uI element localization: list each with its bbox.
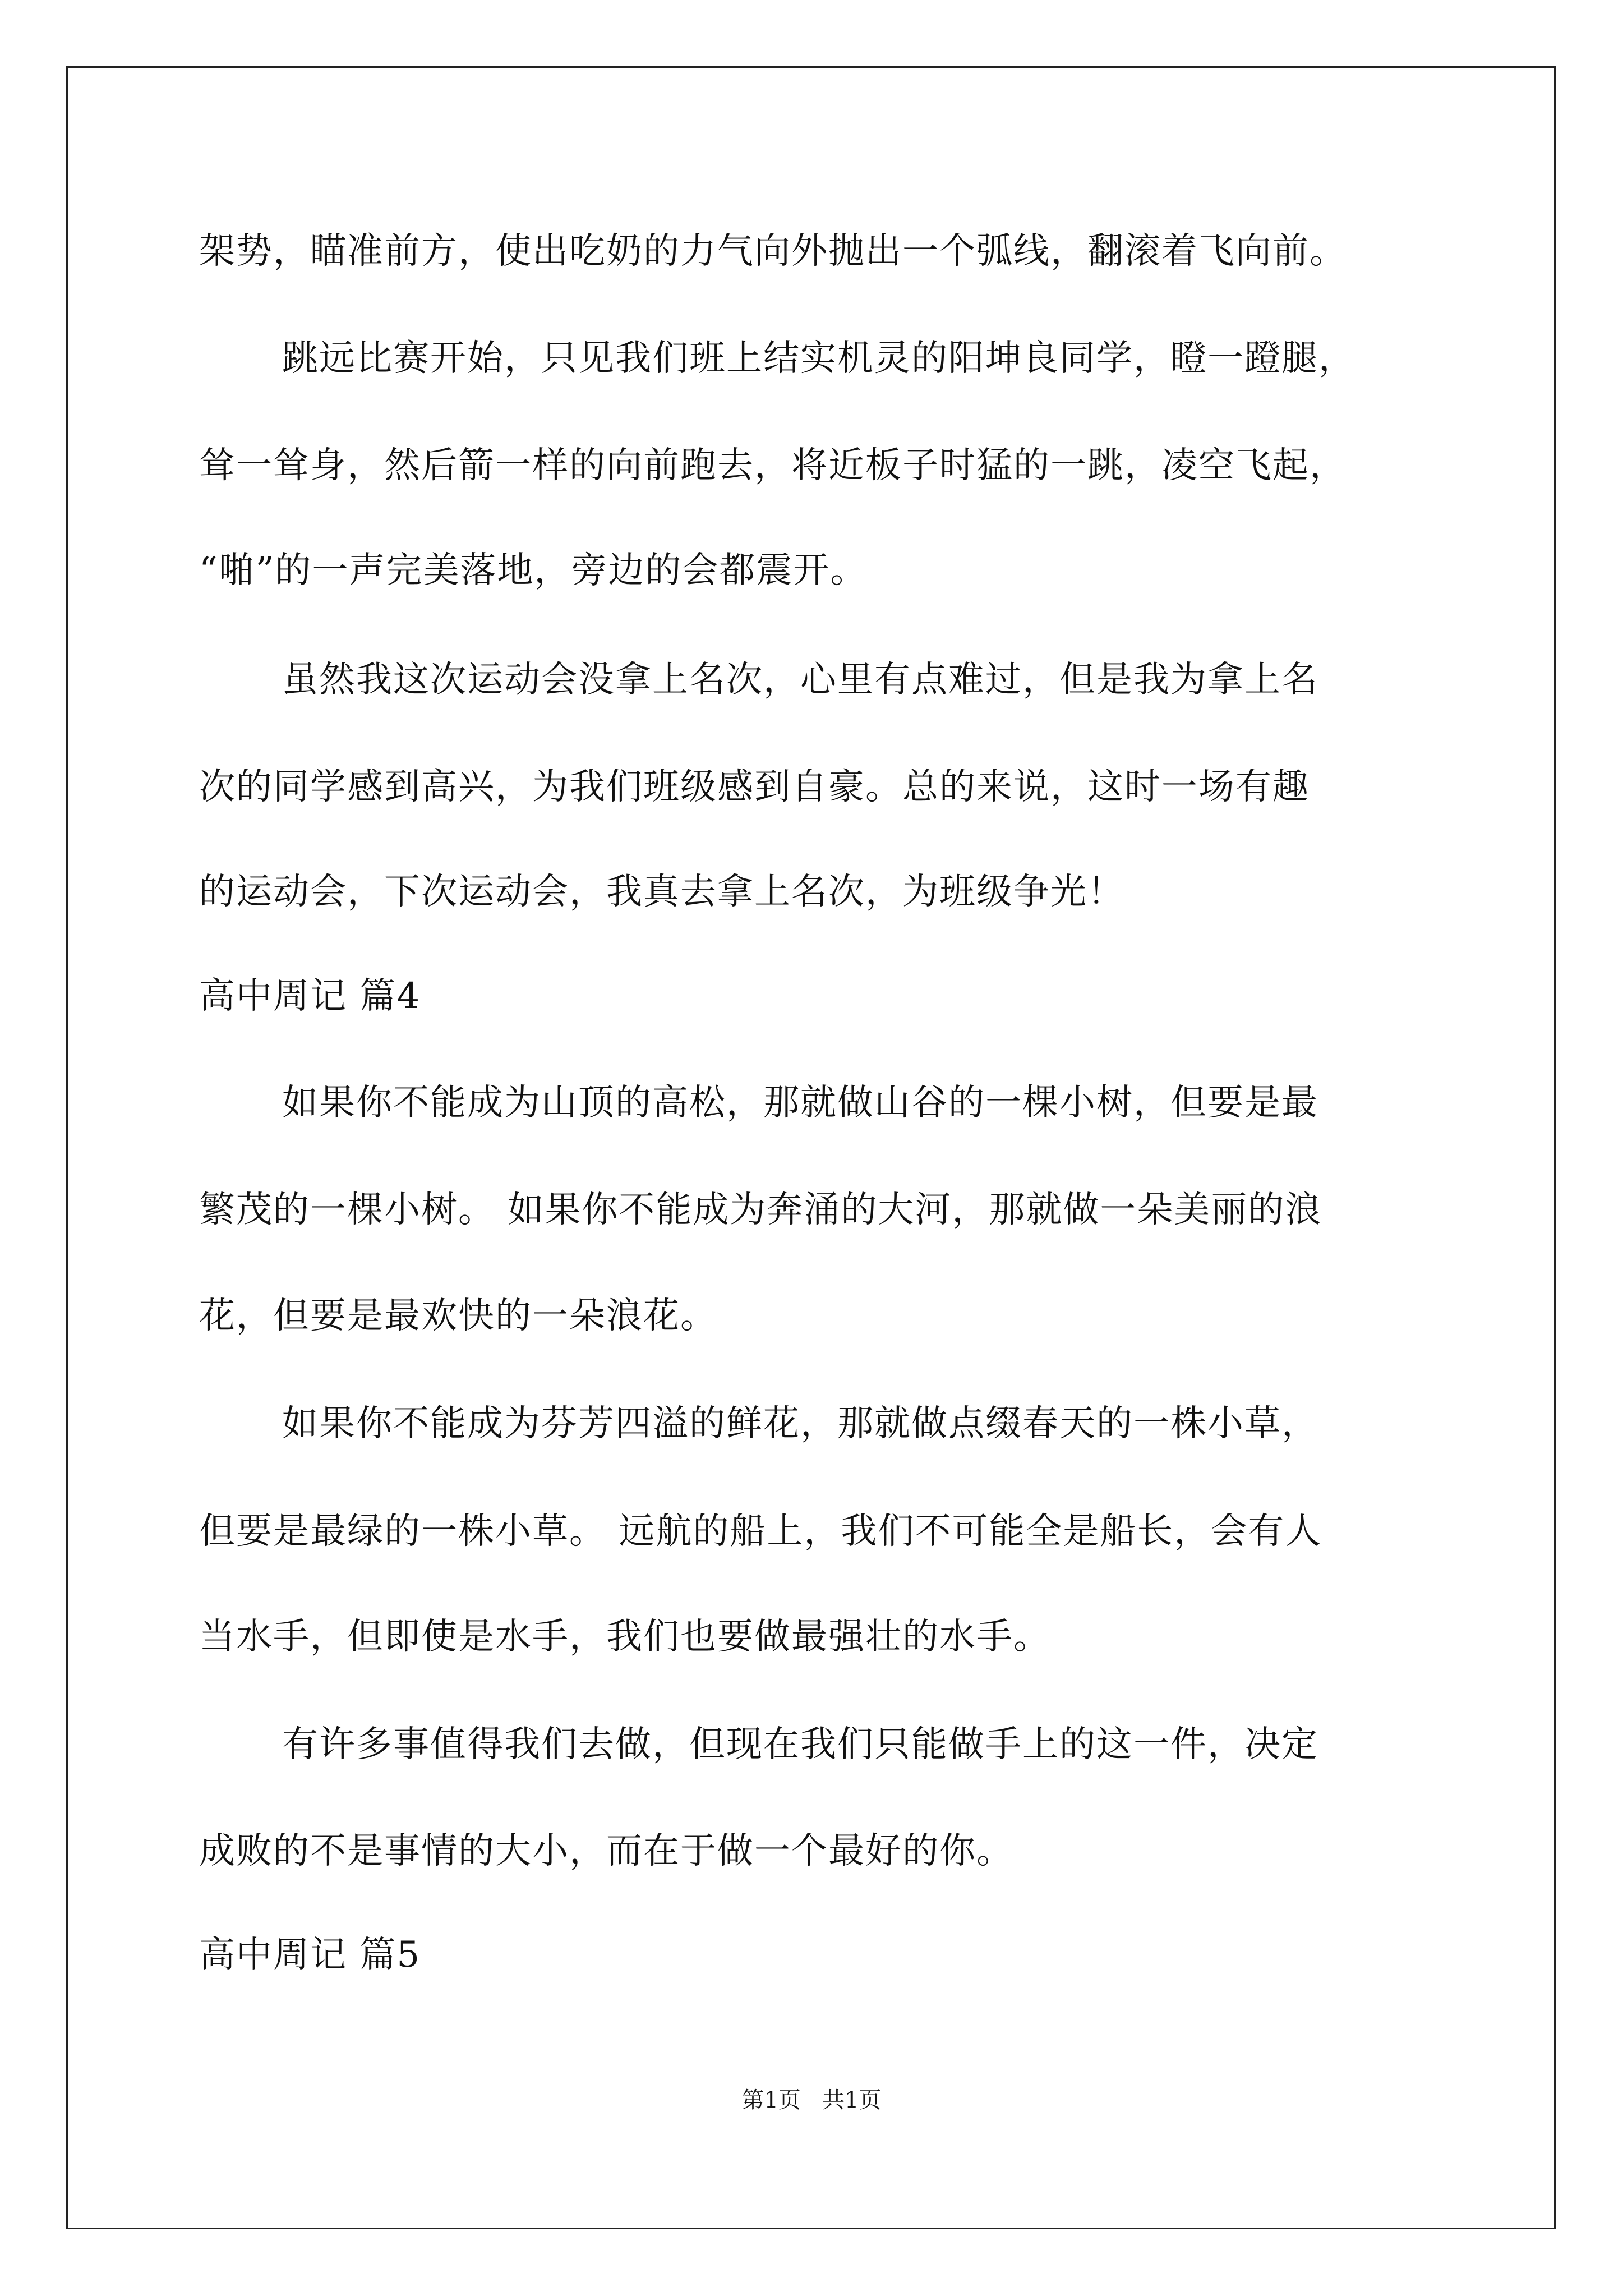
paragraph-line: 有许多事值得我们去做，但现在我们只能做手上的这一件，决定 <box>282 1724 1318 1765</box>
paragraph-line: 当水手，但即使是水手，我们也要做最强壮的水手。 <box>199 1616 1050 1658</box>
paragraph-line: 次的同学感到高兴，为我们班级感到自豪。总的来说，这时一场有趣 <box>199 766 1310 808</box>
paragraph-line: “啪”的一声完美落地，旁边的会都震开。 <box>199 550 868 591</box>
section-heading: 高中周记 篇4 <box>199 976 421 1017</box>
paragraph-line: 架势，瞄准前方，使出吃奶的力气向外抛出一个弧线，翻滚着飞向前。 <box>199 231 1347 272</box>
section-heading: 高中周记 篇5 <box>199 1934 421 1976</box>
page-border <box>66 66 1556 2229</box>
paragraph-line: 繁茂的一棵小树。 如果你不能成为奔涌的大河，那就做一朵美丽的浪 <box>199 1189 1322 1231</box>
paragraph-line: 虽然我这次运动会没拿上名次，心里有点难过，但是我为拿上名 <box>282 659 1318 701</box>
paragraph-line: 的运动会，下次运动会，我真去拿上名次，为班级争光！ <box>199 871 1124 913</box>
page-footer: 第1页 共1页 <box>741 2087 882 2113</box>
paragraph-line: 跳远比赛开始，只见我们班上结实机灵的阳坤良同学，瞪一蹬腿， <box>282 338 1355 379</box>
paragraph-line: 耸一耸身，然后箭一样的向前跑去，将近板子时猛的一跳，凌空飞起， <box>199 445 1347 486</box>
paragraph-line: 花，但要是最欢快的一朵浪花。 <box>199 1295 717 1337</box>
paragraph-line: 如果你不能成为山顶的高松，那就做山谷的一棵小树，但要是最 <box>282 1082 1318 1124</box>
paragraph-line: 如果你不能成为芬芳四溢的鲜花，那就做点缀春天的一株小草， <box>282 1403 1318 1444</box>
paragraph-line: 成败的不是事情的大小，而在于做一个最好的你。 <box>199 1830 1013 1872</box>
paragraph-line: 但要是最绿的一株小草。 远航的船上，我们不可能全是船长，会有人 <box>199 1511 1322 1552</box>
